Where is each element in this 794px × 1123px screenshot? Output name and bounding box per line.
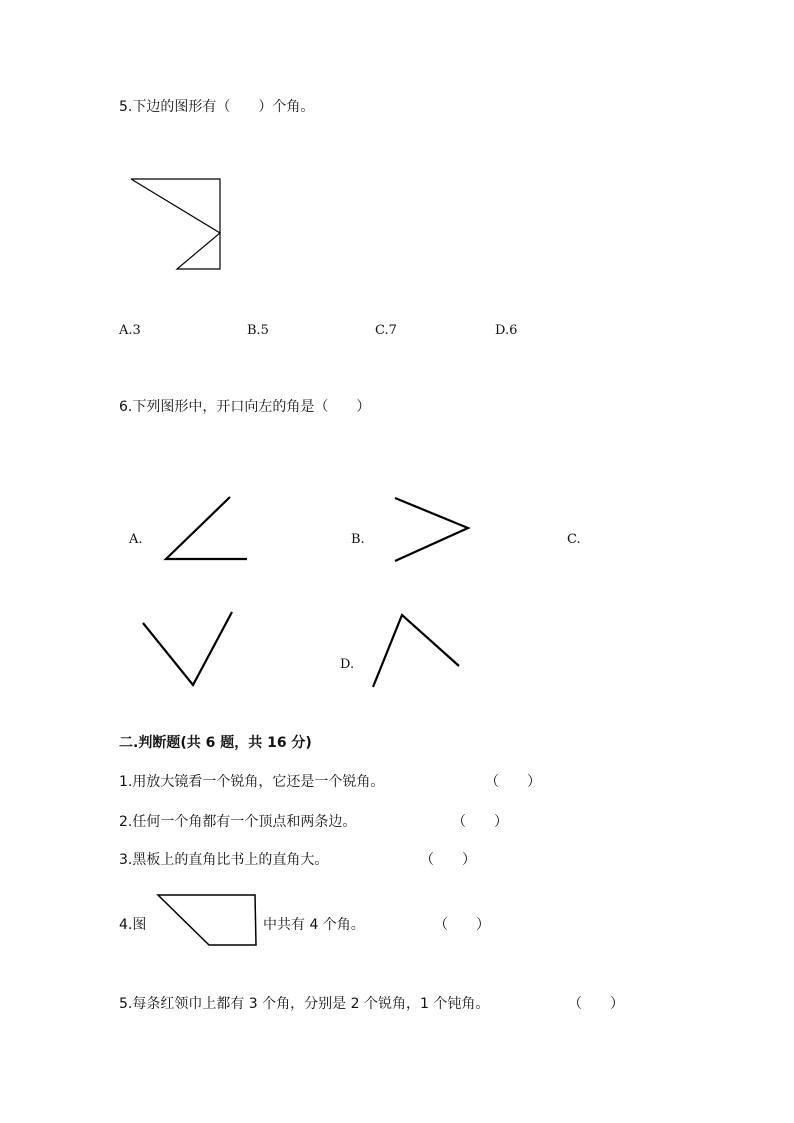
q6-angle-c: [138, 608, 238, 690]
tf-item-1-blank[interactable]: （ ）: [485, 774, 541, 790]
q6-label-d: D.: [340, 657, 355, 672]
q6-angle-b: [390, 493, 474, 567]
tf-item-3-blank[interactable]: （ ）: [420, 852, 476, 868]
q5-option-b: B.5: [247, 323, 269, 338]
question-5-title: 5.下边的图形有（ ）个角。: [119, 99, 315, 115]
tf-item-3-text: 3.黑板上的直角比书上的直角大。: [119, 852, 329, 868]
q6-angle-d: [368, 610, 464, 692]
q5-option-d: D.6: [495, 323, 518, 338]
tf-item-4-blank[interactable]: （ ）: [434, 917, 490, 933]
q5-option-c: C.7: [375, 323, 397, 338]
question-5-figure: [128, 176, 224, 272]
tf-item-4-text-after: 中共有 4 个角。: [263, 917, 365, 933]
tf-item-1-text: 1.用放大镜看一个锐角，它还是一个锐角。: [119, 774, 385, 790]
section-2-heading: 二.判断题(共 6 题，共 16 分): [119, 735, 312, 751]
q6-angle-a: [160, 492, 252, 564]
q6-label-b: B.: [351, 532, 365, 547]
q6-label-a: A.: [129, 532, 143, 547]
tf-item-2-text: 2.任何一个角都有一个顶点和两条边。: [119, 814, 357, 830]
tf-item-5-blank[interactable]: （ ）: [568, 996, 624, 1012]
q6-label-c: C.: [567, 532, 581, 547]
question-6-title: 6.下列图形中，开口向左的角是（ ）: [119, 399, 371, 415]
tf-item-2-blank[interactable]: （ ）: [452, 814, 508, 830]
tf-item-4-text-before: 4.图: [119, 917, 147, 933]
tf-item-4-quadrilateral-figure: [154, 892, 262, 948]
tf-item-5-text: 5.每条红领巾上都有 3 个角，分别是 2 个锐角，1 个钝角。: [119, 996, 490, 1012]
q5-option-a: A.3: [119, 323, 141, 338]
